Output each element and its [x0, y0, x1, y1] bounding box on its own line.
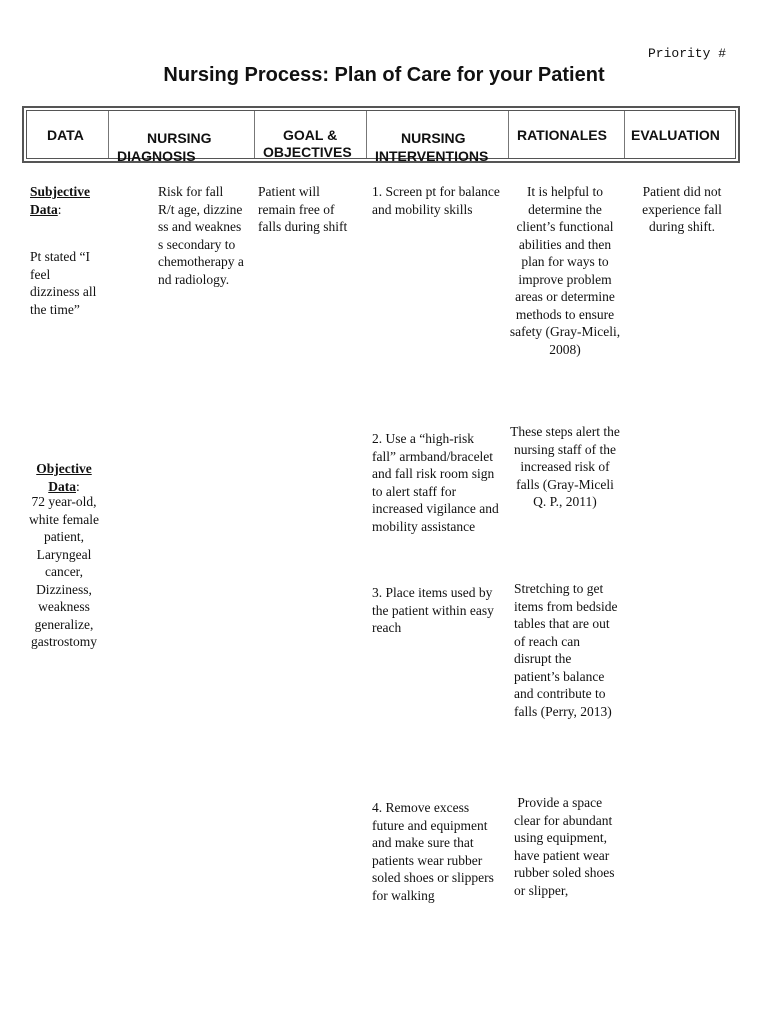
header-diagnosis: NURSING DIAGNOSIS	[109, 111, 255, 158]
intervention-3: 3. Place items used by the patient within easy reach	[372, 585, 494, 635]
objective-data-heading: Objective Data:	[36, 461, 92, 494]
header-evaluation: EVALUATION	[631, 127, 720, 143]
header-goal: GOAL & OBJECTIVES	[255, 111, 367, 158]
objective-data-text: 72 year-old, white female patient, Laryngeal cancer, Dizziness, weakness generalize, gastrostomy	[28, 494, 100, 649]
evaluation-text: Patient did not experience fall during shift.	[642, 184, 722, 234]
page-title: Nursing Process: Plan of Care for your Patient	[163, 64, 605, 86]
priority-label: Priority #	[648, 46, 727, 61]
nursing-diagnosis: Risk for fall R/t age, dizziness and weakness secondary to chemotherapy and radiology.	[158, 184, 244, 287]
intervention-4: 4. Remove excess future and equipment and make sure that patients wear rubber soled shoes or slippers for walking	[372, 800, 494, 903]
rationale-2: These steps alert the nursing staff of the increased risk of falls (Gray-Miceli Q. P., 2011)	[510, 424, 620, 509]
intervention-2: 2. Use a “high-risk fall” armband/bracelet and fall risk room sign to alert staff for increased vigilance and mobility assistance	[372, 431, 499, 534]
table-header	[22, 106, 740, 163]
subjective-data-text: Pt stated “I feel dizziness all the time”	[30, 249, 97, 317]
header-data: DATA	[27, 111, 109, 158]
rationale-3: Stretching to get items from bedside tables that are out of reach can disrupt the patient’s balance and contribute to falls (Perry, 2013)	[514, 581, 618, 719]
rationale-1: It is helpful to determine the client’s functional abilities and then plan for ways to improve problem areas or determine methods to ensure safety (Gray-Miceli, 2008)	[509, 184, 621, 357]
subjective-data-heading: Subjective Data:	[30, 184, 90, 217]
rationale-4: Provide a space clear for abundant using equipment, have patient wear rubber soled shoes or slipper,	[514, 795, 618, 898]
header-interventions: NURSING INTERVENTIONS	[367, 111, 509, 158]
intervention-1: 1. Screen pt for balance and mobility skills	[372, 184, 500, 217]
header-rationales: RATIONALES	[509, 111, 625, 158]
goal-objective: Patient will remain free of falls during shift	[258, 184, 348, 234]
